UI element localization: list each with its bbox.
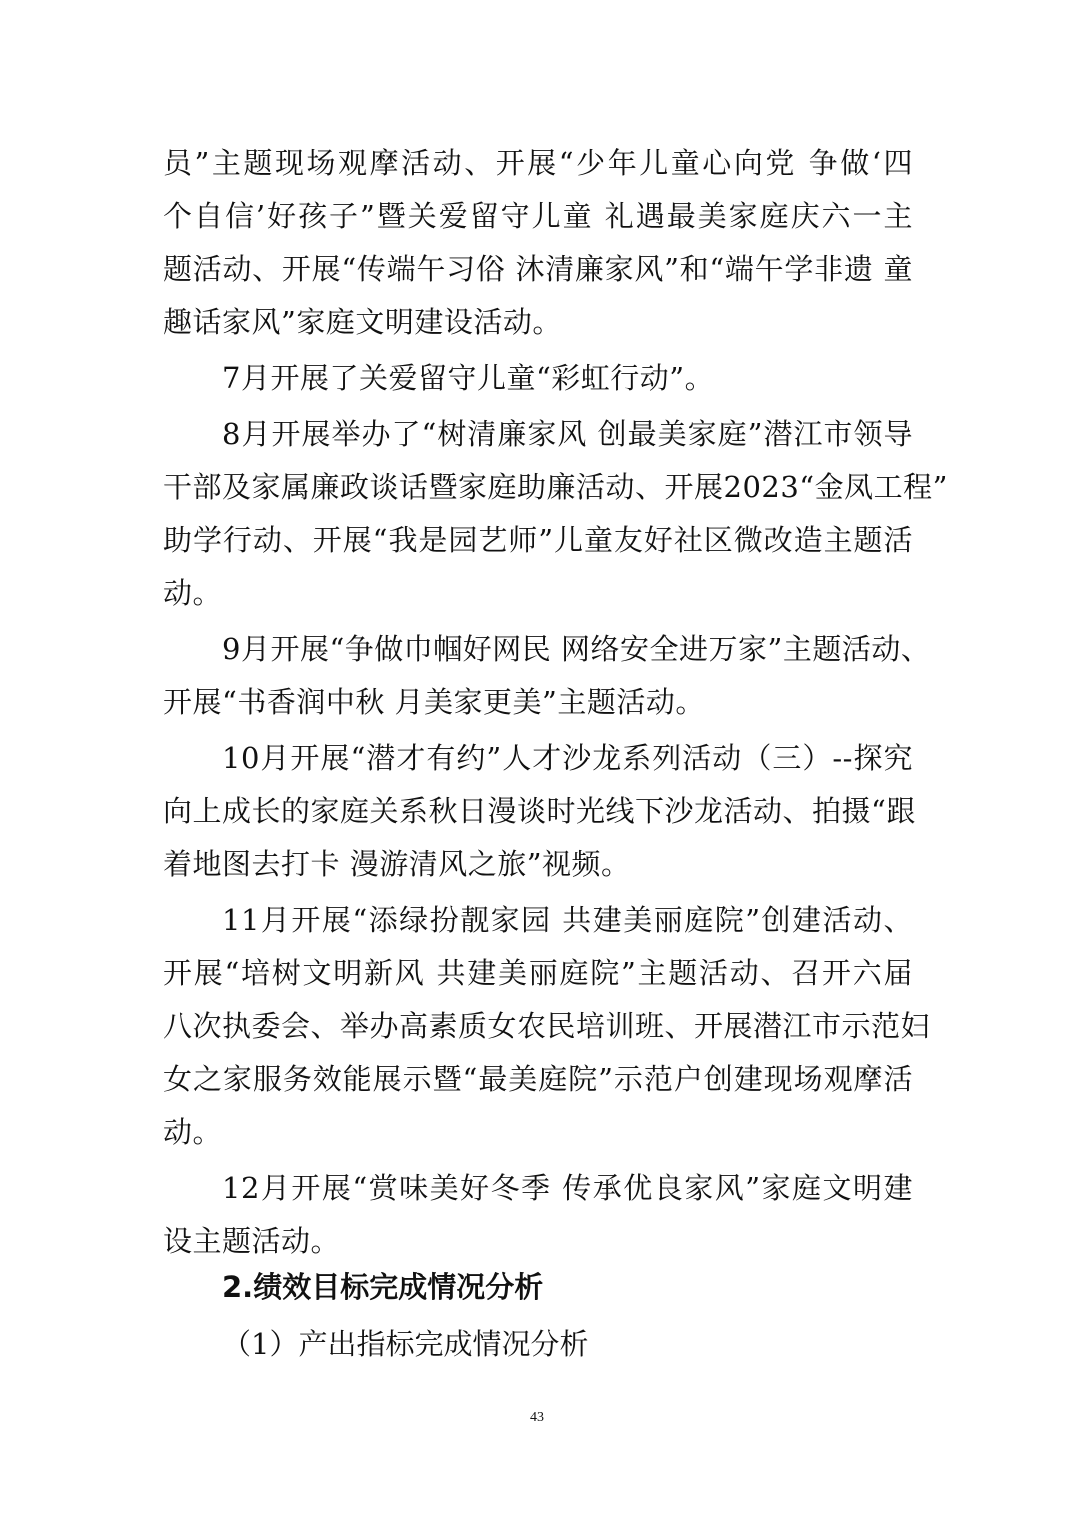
text-line: 八次执委会、举办高素质女农民培训班、开展潜江市示范妇 [163, 1009, 931, 1043]
text-line: 向上成长的家庭关系秋日漫谈时光线下沙龙活动、拍摄“跟 [163, 794, 916, 828]
text-line: 动。 [163, 1115, 223, 1149]
text-line: 题活动、开展“传端午习俗 沐清廉家风”和“端午学非遗 童 [163, 252, 913, 286]
text-line: 11月开展“添绿扮靓家园 共建美丽庭院”创建活动、 [222, 903, 913, 937]
text-line: 干部及家属廉政谈话暨家庭助廉活动、开展2023“金凤工程” [163, 470, 948, 504]
section-heading: 2.绩效目标完成情况分析 [222, 1270, 544, 1304]
page-number: 43 [530, 1410, 544, 1425]
text-line: 员”主题现场观摩活动、开展“少年儿童心向党 争做‘四 [163, 146, 913, 180]
text-line: 开展“书香润中秋 月美家更美”主题活动。 [163, 685, 705, 719]
text-line: 助学行动、开展“我是园艺师”儿童友好社区微改造主题活 [163, 523, 913, 557]
text-line: 女之家服务效能展示暨“最美庭院”示范户创建现场观摩活 [163, 1062, 913, 1096]
text-line: 着地图去打卡 漫游清风之旅”视频。 [163, 847, 631, 881]
text-line: 9月开展“争做巾帼好网民 网络安全进万家”主题活动、 [222, 632, 931, 666]
text-line: 8月开展举办了“树清廉家风 创最美家庭”潜江市领导 [222, 417, 913, 451]
text-line: 开展“培树文明新风 共建美丽庭院”主题活动、召开六届 [163, 956, 913, 990]
text-line: 动。 [163, 576, 223, 610]
text-line: 设主题活动。 [163, 1224, 341, 1258]
text-line: 个自信’好孩子”暨关爱留守儿童 礼遇最美家庭庆六一主 [163, 199, 913, 233]
subsection-heading: （1）产出指标完成情况分析 [222, 1327, 589, 1361]
text-line: 7月开展了关爱留守儿童“彩虹行动”。 [222, 361, 715, 395]
text-line: 12月开展“赏味美好冬季 传承优良家风”家庭文明建 [222, 1171, 913, 1205]
text-line: 10月开展“潜才有约”人才沙龙系列活动（三）--探究 [222, 741, 913, 775]
text-line: 趣话家风”家庭文明建设活动。 [163, 305, 562, 339]
